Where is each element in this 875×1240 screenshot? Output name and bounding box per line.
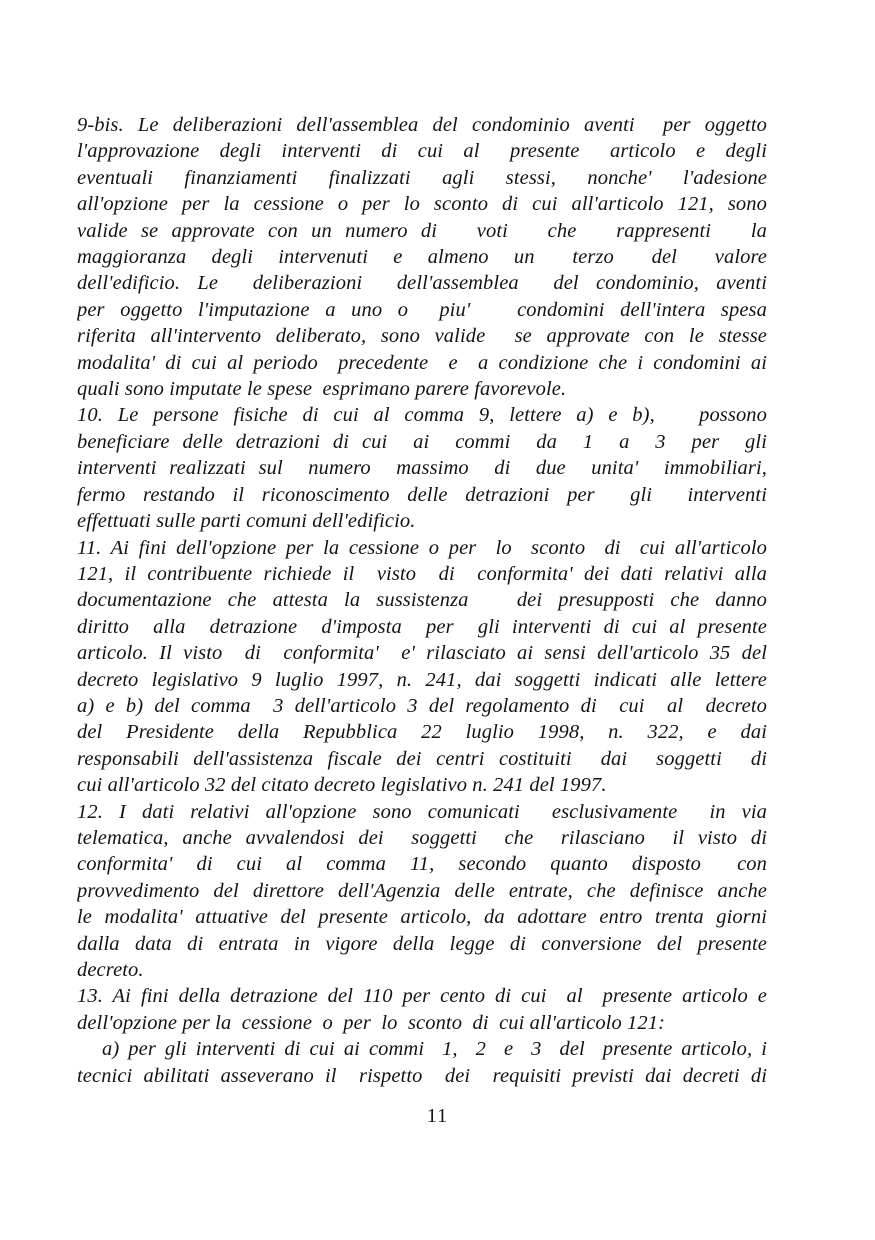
paragraph-comma-11 (77, 535, 767, 799)
text-line: dell'edificio. Le deliberazioni dell'assemblea del condominio, aventi (77, 272, 767, 295)
text-line: diritto alla detrazione d'imposta per gli interventi di cui al presente (77, 615, 767, 638)
text-line: a) per gli interventi di cui ai commi 1, 2 e 3 del presente articolo, i (102, 1038, 767, 1061)
text-line: 12. I dati relativi all'opzione sono comunicati esclusivamente in via (77, 800, 767, 823)
text-line: valide se approvate con un numero di voti che rappresenti la (77, 219, 767, 242)
paragraph-comma-12 (77, 799, 767, 984)
text-line: per oggetto l'imputazione a uno o piu' condomini dell'intera spesa (77, 298, 767, 321)
text-line: riferita all'intervento deliberato, sono valide se approvate con le stesse (77, 325, 767, 348)
text-line: 11. Ai fini dell'opzione per la cessione o per lo sconto di cui all'articolo (77, 536, 767, 559)
text-line: dell'opzione per la cessione o per lo sconto di cui all'articolo 121: (77, 1011, 666, 1034)
text-line: 9-bis. Le deliberazioni dell'assemblea del condominio aventi per oggetto (77, 114, 767, 136)
page-number: 11 (426, 1105, 449, 1127)
text-line: le modalita' attuative del presente articolo, da adottare entro trenta giorni (77, 906, 767, 929)
text-line: interventi realizzati sul numero massimo di due unita' immobiliari, (77, 457, 767, 480)
text-line: decreto legislativo 9 luglio 1997, n. 241, dai soggetti indicati alle lettere (77, 668, 767, 691)
text-line: cui all'articolo 32 del citato decreto legislativo n. 241 del 1997. (77, 774, 607, 797)
text-line: a) e b) del comma 3 dell'articolo 3 del regolamento di cui al decreto (77, 694, 767, 717)
text-line: eventuali finanziamenti finalizzati agli stessi, nonche' l'adesione (77, 166, 767, 189)
paragraph-comma-13 (77, 983, 767, 1036)
text-line: fermo restando il riconoscimento delle detrazioni per gli interventi (77, 483, 767, 506)
text-line: all'opzione per la cessione o per lo sconto di cui all'articolo 121, sono (77, 193, 767, 216)
text-line: 121, il contribuente richiede il visto di conformita' dei dati relativi alla (77, 562, 767, 585)
text-line: decreto. (77, 959, 144, 981)
text-line: maggioranza degli intervenuti e almeno un terzo del valore (77, 246, 767, 269)
text-line: l'approvazione degli interventi di cui al presente articolo e degli (77, 140, 767, 163)
paragraph-comma-10 (77, 402, 767, 534)
text-line: del Presidente della Repubblica 22 luglio 1998, n. 322, e dai (77, 721, 767, 744)
text-line: dalla data di entrata in vigore della legge di conversione del presente (77, 932, 767, 955)
text-line: 13. Ai fini della detrazione del 110 per cento di cui al presente articolo e (77, 985, 767, 1008)
text-line: conformita' di cui al comma 11, secondo quanto disposto con (77, 853, 767, 876)
text-line: telematica, anche avvalendosi dei soggetti che rilasciano il visto di (77, 826, 767, 849)
text-line: beneficiare delle detrazioni di cui ai commi da 1 a 3 per gli (77, 430, 767, 453)
text-line: effettuati sulle parti comuni dell'edificio. (77, 510, 416, 533)
paragraph-comma-9-bis (77, 112, 767, 402)
text-line: articolo. Il visto di conformita' e' rilasciato ai sensi dell'articolo 35 del (77, 642, 767, 665)
text-line: modalita' di cui al periodo precedente e a condizione che i condomini ai (77, 351, 767, 374)
paragraph-comma-13-lettera-a (77, 1036, 767, 1089)
text-line: tecnici abilitati asseverano il rispetto dei requisiti previsti dai decreti di (77, 1064, 767, 1087)
text-line: provvedimento del direttore dell'Agenzia delle entrate, che definisce anche (77, 879, 767, 902)
text-line: documentazione che attesta la sussistenza dei presupposti che danno (77, 589, 767, 612)
text-block (77, 112, 767, 1089)
text-line: quali sono imputate le spese esprimano parere favorevole. (77, 378, 567, 401)
text-line: responsabili dell'assistenza fiscale dei centri costituiti dai soggetti di (77, 747, 767, 770)
text-line: 10. Le persone fisiche di cui al comma 9, lettere a) e b), possono (77, 404, 767, 427)
